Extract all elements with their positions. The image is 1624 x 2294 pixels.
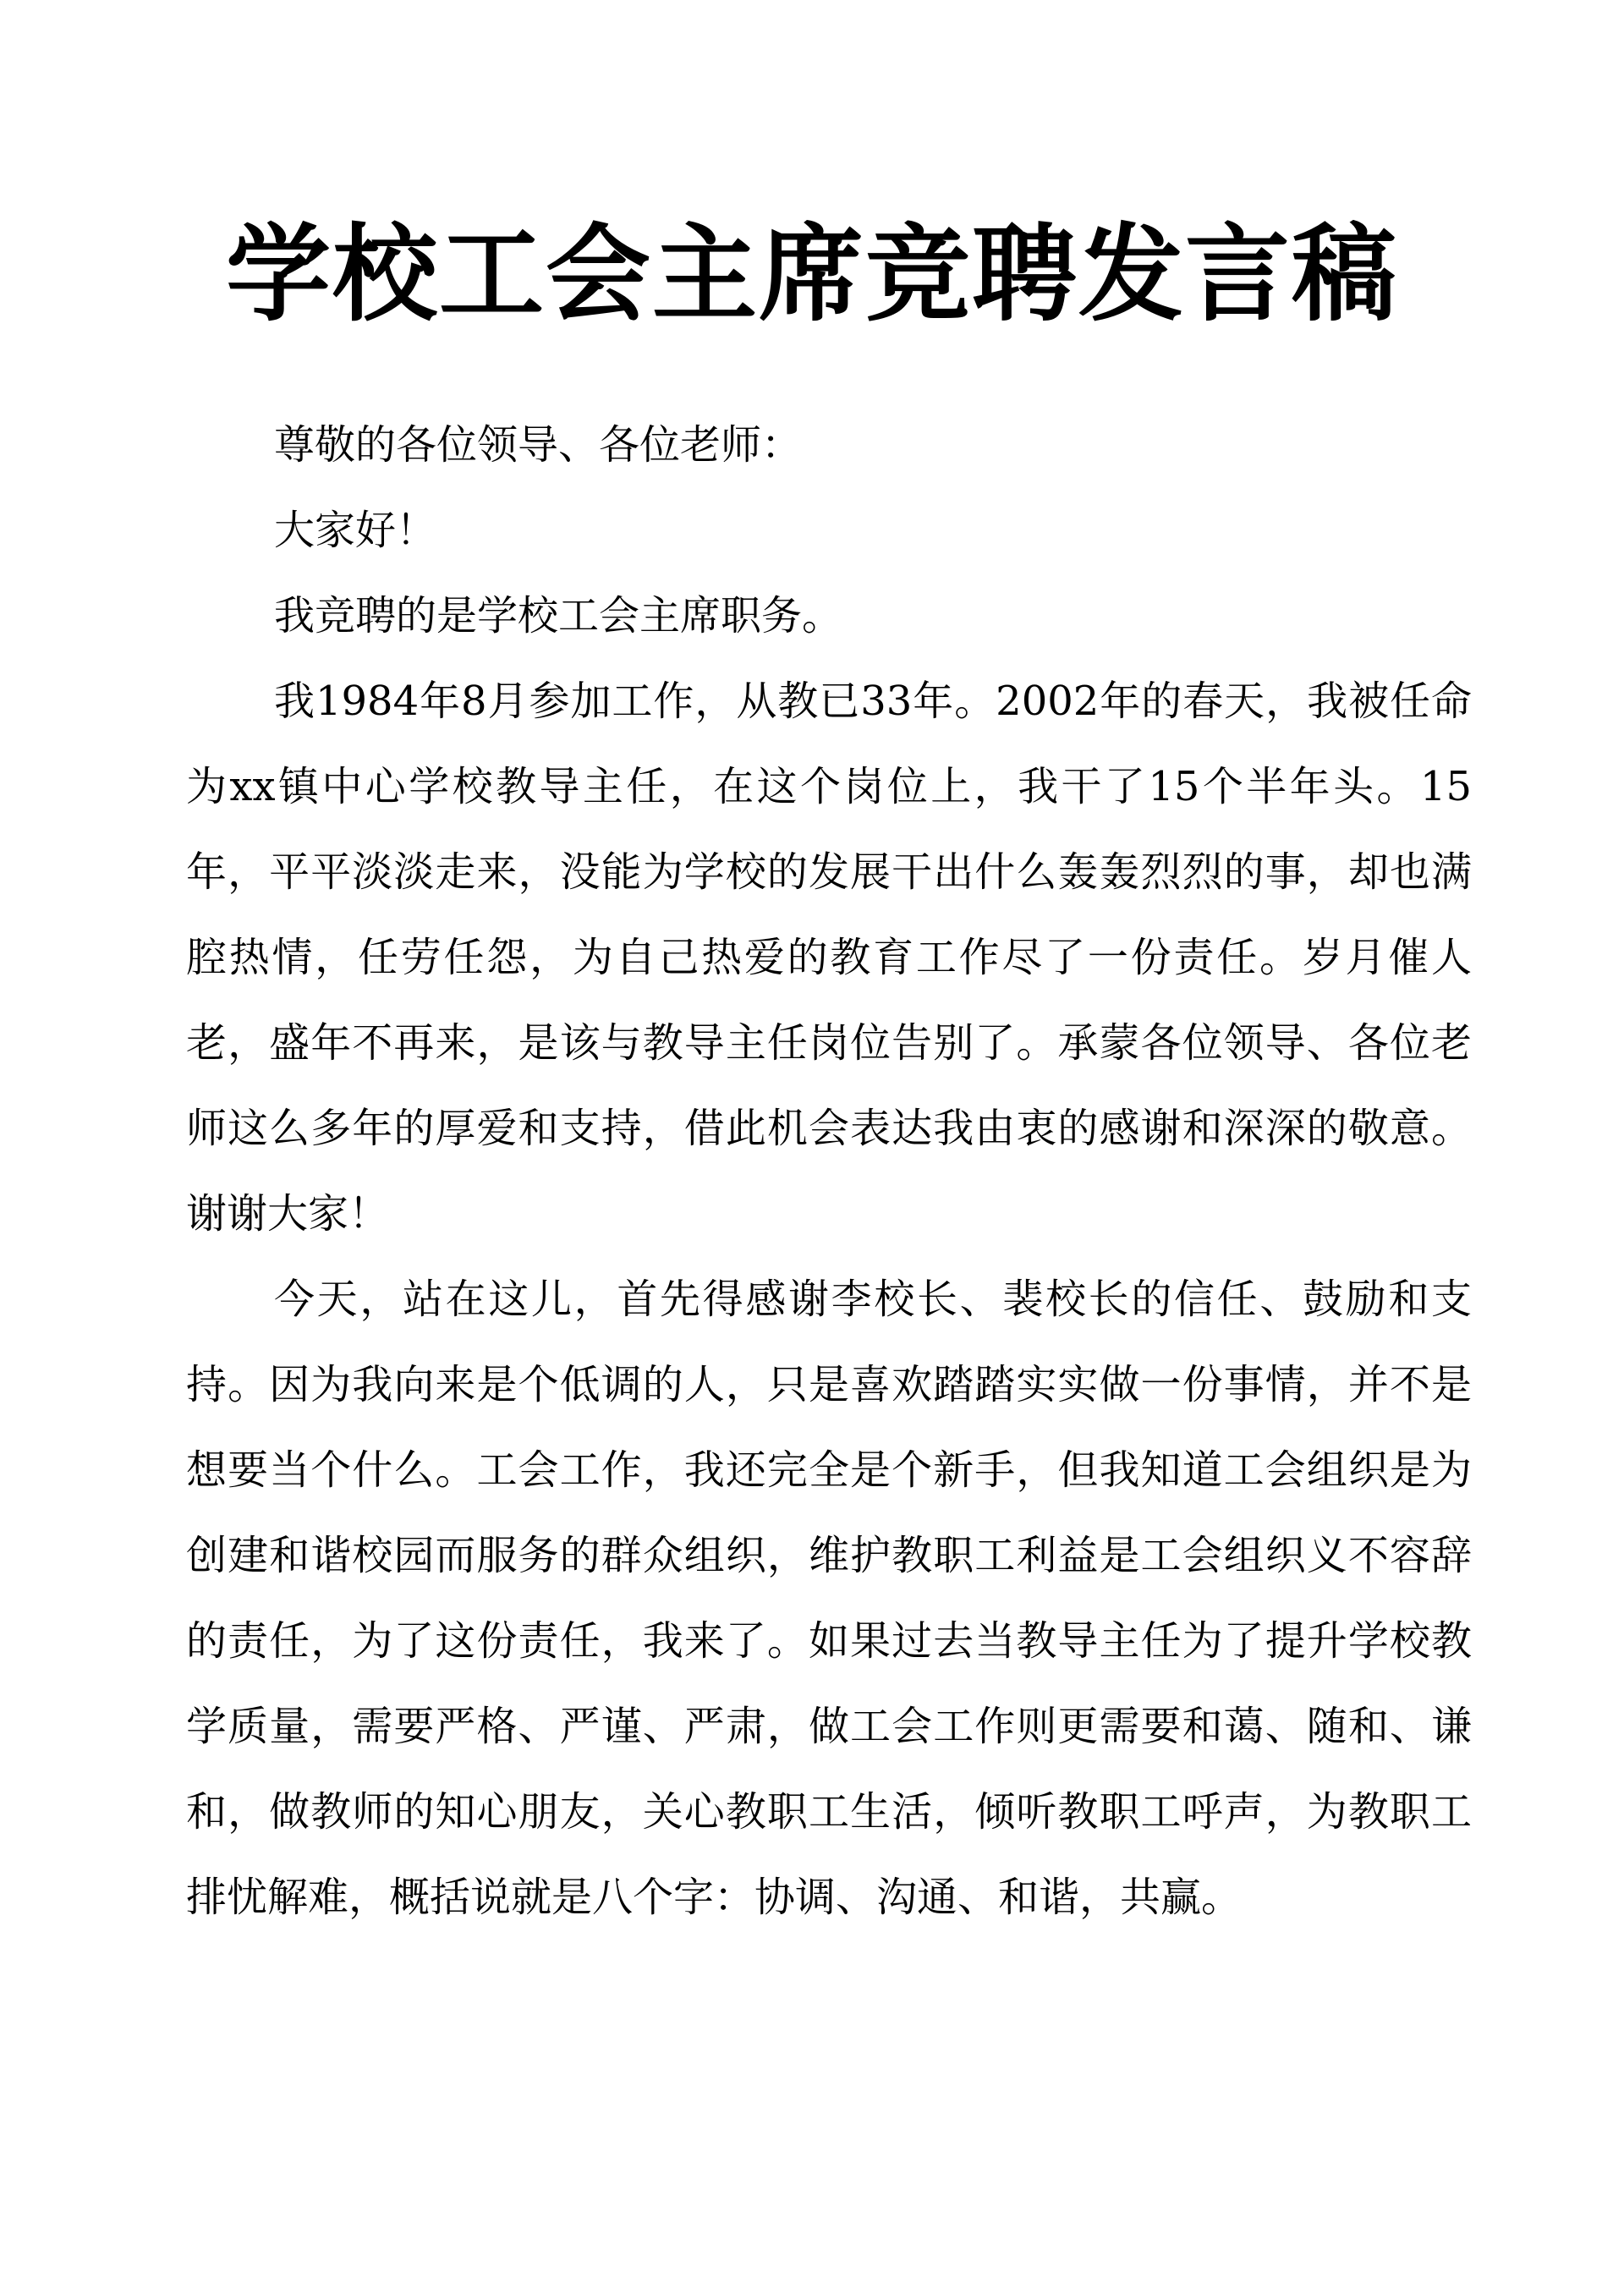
career-paragraph: 我1984年8月参加工作，从教已33年。2002年的春天，我被任命为xx镇中心学校教导主任，在这个岗位上，我干了15个半年头。15年，平平淡淡走来，没能为学校的发展干出什么轰轰烈烈的事，却也满腔热情，任劳任怨，为自己热爱的教育工作尽了一份责任。岁月催人老，盛年不再来，是该与教导主任岗位告别了。承蒙各位领导、各位老师这么多年的厚爱和支持，借此机会表达我由衷的感谢和深深的敬意。谢谢大家！ [186,678,1472,1238]
document-body [186,403,1472,1940]
document-title: 学校工会主席竞聘发言稿 [225,214,1398,336]
union-work-paragraph: 今天，站在这儿，首先得感谢李校长、裴校长的信任、鼓励和支持。因为我向来是个低调的人，只是喜欢踏踏实实做一份事情，并不是想要当个什么。工会工作，我还完全是个新手，但我知道工会组织是为创建和谐校园而服务的群众组织，维护教职工利益是工会组织义不容辞的责任，为了这份责任，我来了。如果过去当教导主任为了提升学校教学质量，需要严格、严谨、严肃，做工会工作则更需要和蔼、随和、谦和，做教师的知心朋友，关心教职工生活，倾听教职工呼声，为教职工排忧解难，概括说就是八个字：协调、沟通、和谐，共赢。 [186,1276,1472,1921]
greeting-paragraph: 大家好！ [274,507,437,554]
salutation-paragraph: 尊敬的各位领导、各位老师： [274,421,803,469]
position-paragraph: 我竞聘的是学校工会主席职务。 [274,592,843,639]
